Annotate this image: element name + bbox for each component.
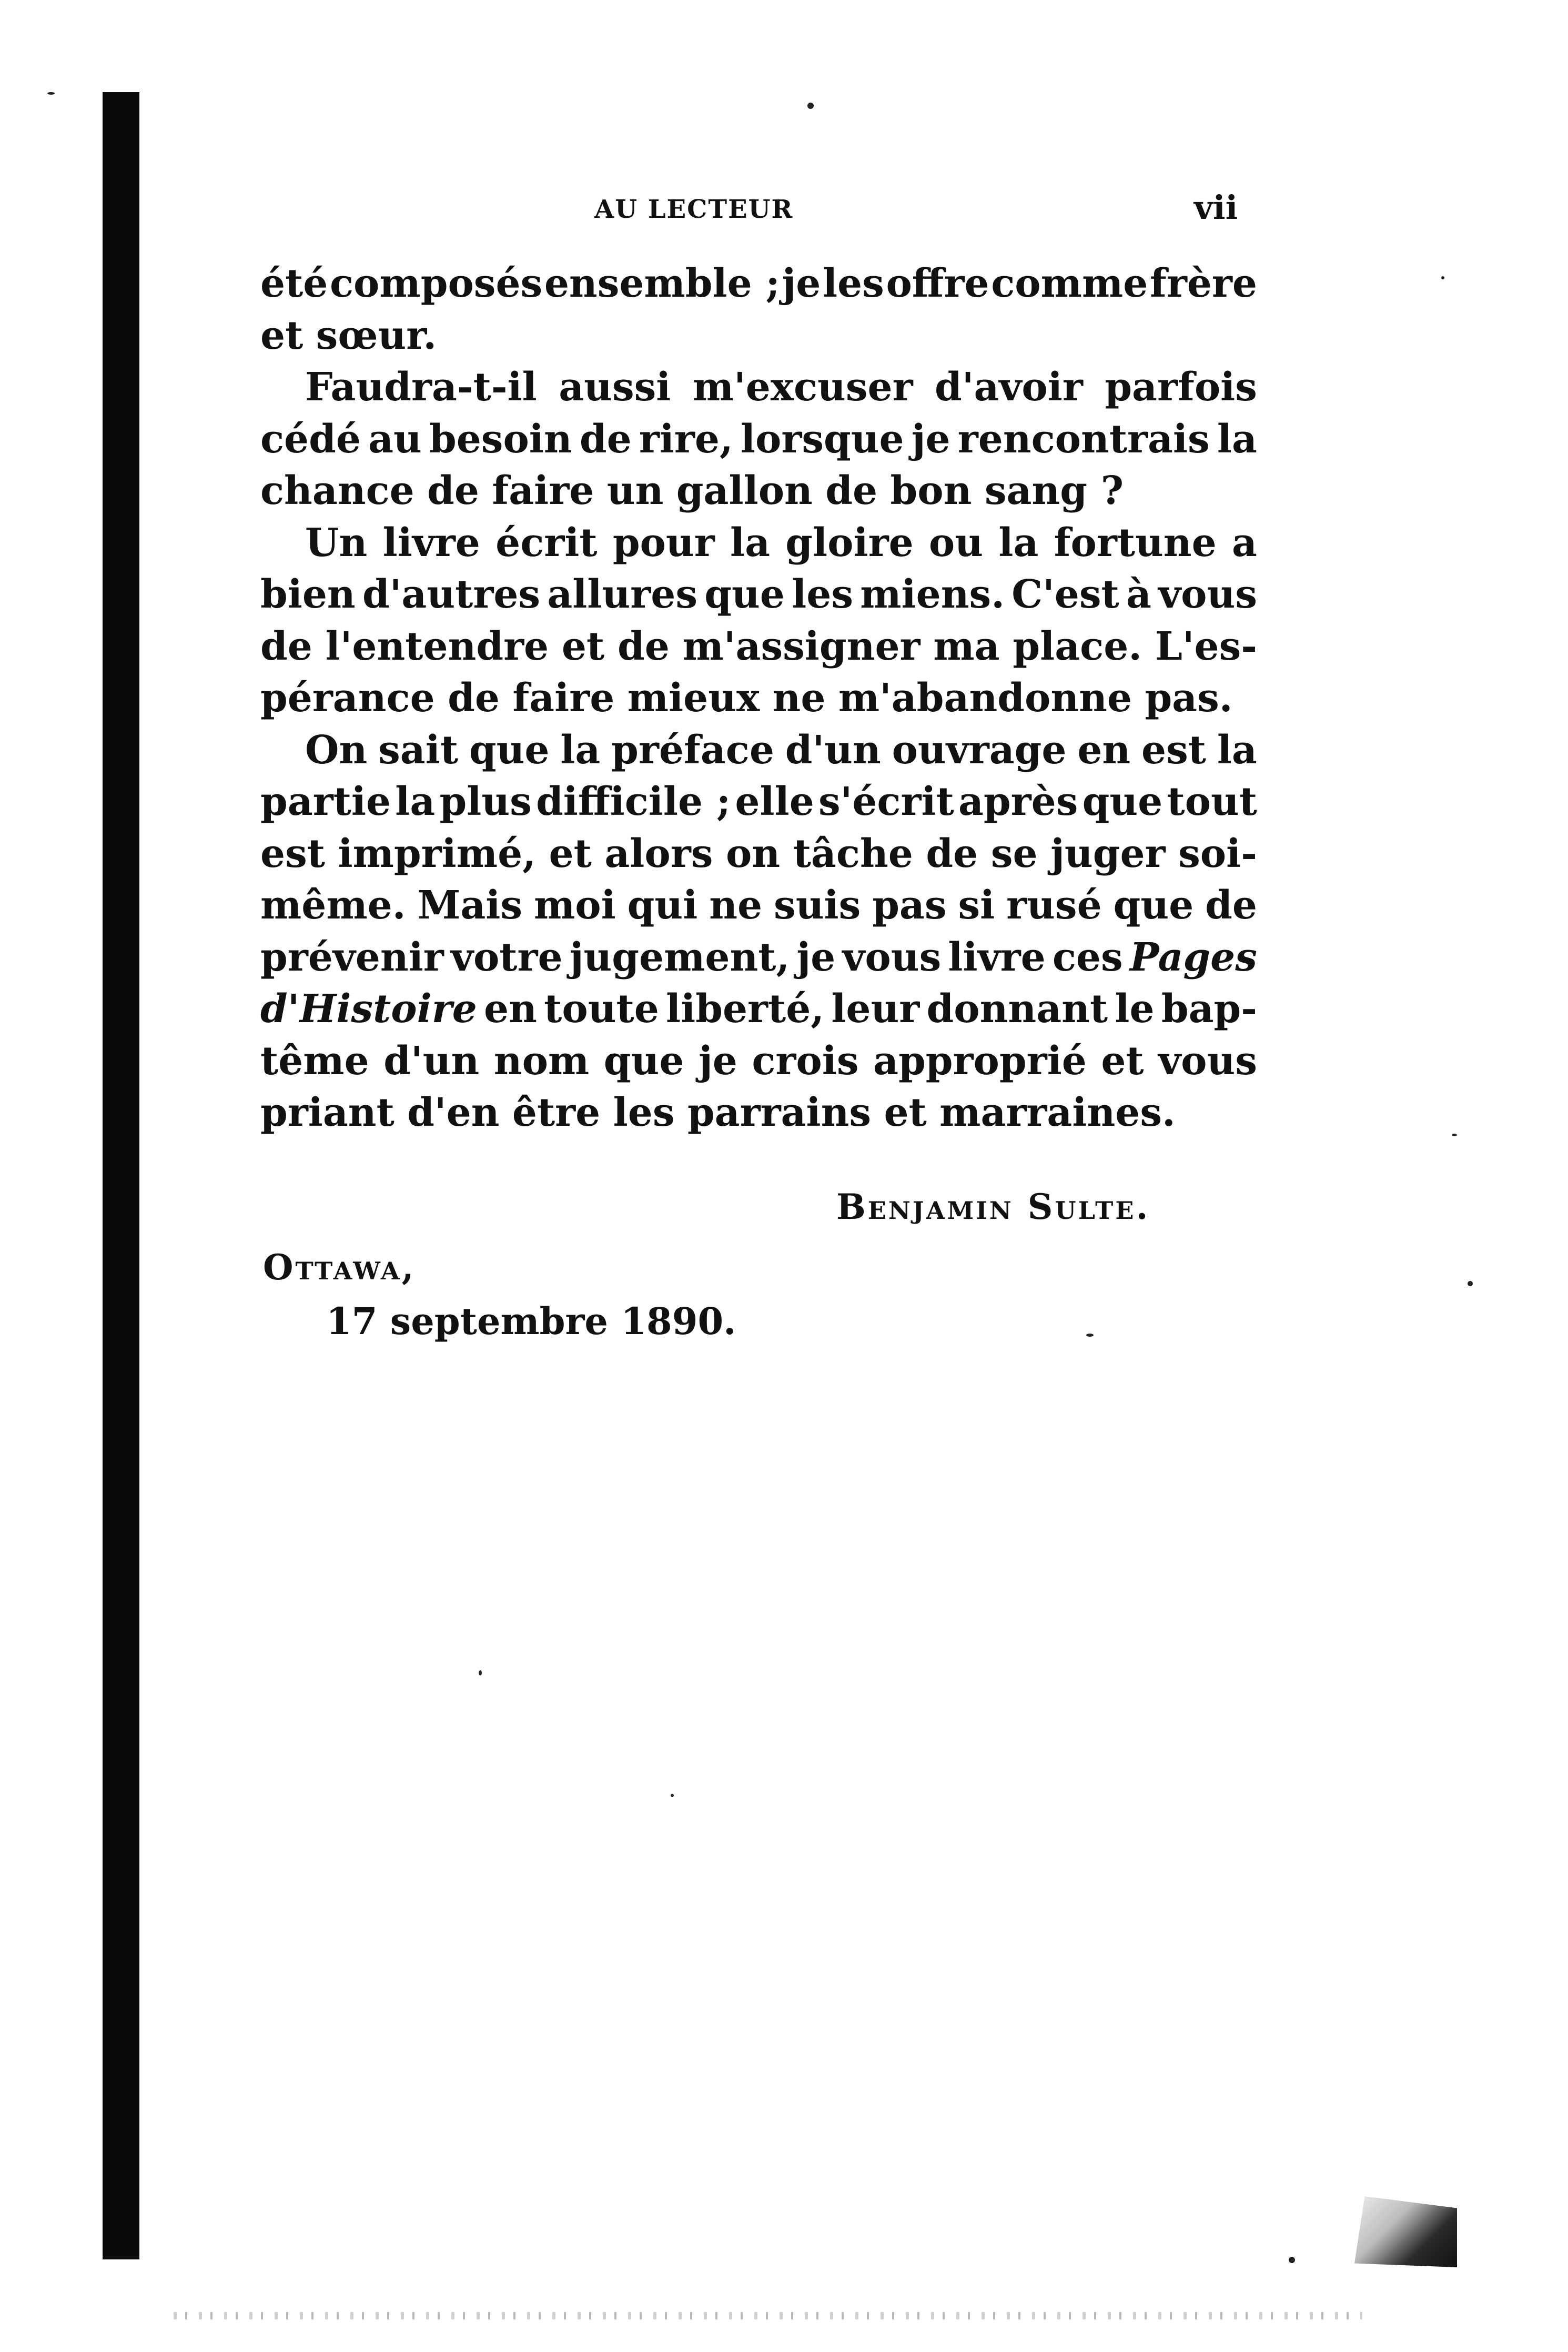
word: d'avoir bbox=[935, 365, 1083, 410]
word: gloire bbox=[785, 520, 914, 566]
word: d'un bbox=[785, 727, 881, 773]
word: lorsque bbox=[740, 416, 904, 462]
word: après bbox=[958, 779, 1078, 824]
word: L'es- bbox=[1155, 623, 1257, 669]
text-line bbox=[260, 465, 1257, 517]
word: est bbox=[260, 831, 325, 876]
word: est bbox=[1141, 727, 1206, 773]
word: ne bbox=[709, 883, 763, 928]
word: soi- bbox=[1178, 831, 1257, 876]
text-line bbox=[260, 413, 1257, 466]
word: vous bbox=[842, 934, 942, 980]
word: sang ? bbox=[984, 468, 1124, 513]
word: rusé bbox=[1006, 883, 1102, 928]
word: de bbox=[427, 468, 479, 513]
word: en bbox=[1077, 727, 1131, 773]
word: être bbox=[512, 1090, 601, 1135]
word: allures bbox=[547, 572, 698, 617]
corner-smudge bbox=[1354, 2188, 1457, 2267]
word: m'excuser bbox=[692, 365, 913, 410]
word: ne bbox=[772, 675, 826, 721]
word: je bbox=[796, 934, 836, 980]
word: que bbox=[1082, 779, 1163, 824]
text-line bbox=[260, 361, 1257, 413]
word: m'assigner bbox=[682, 623, 920, 669]
word: les bbox=[613, 1090, 675, 1135]
scan-speck bbox=[1452, 1134, 1457, 1136]
scan-speck bbox=[671, 1794, 674, 1797]
word: la bbox=[1217, 416, 1257, 462]
word: et bbox=[561, 623, 605, 669]
word: de bbox=[260, 623, 312, 669]
word: ou bbox=[928, 520, 984, 566]
word: donnant bbox=[926, 986, 1108, 1032]
word: que bbox=[1113, 883, 1194, 928]
text-line bbox=[260, 932, 1257, 984]
word: bap- bbox=[1161, 986, 1257, 1032]
word: votre bbox=[450, 934, 563, 980]
scan-speck bbox=[1086, 1334, 1094, 1337]
word: Pages bbox=[1129, 934, 1257, 980]
word: pérance bbox=[260, 675, 435, 721]
word: suis bbox=[774, 883, 861, 928]
word: miens. bbox=[860, 572, 1005, 617]
word: tâche bbox=[793, 831, 913, 876]
word: en bbox=[484, 986, 537, 1032]
word: je bbox=[698, 1038, 737, 1084]
word: imprimé, bbox=[338, 831, 536, 876]
word: difficile ; bbox=[536, 779, 731, 824]
text-line bbox=[260, 983, 1257, 1035]
word: d'en bbox=[407, 1090, 500, 1135]
word: besoin bbox=[429, 416, 572, 462]
word: parrains bbox=[687, 1090, 872, 1135]
word: que bbox=[469, 727, 550, 773]
word: ma bbox=[933, 623, 1000, 669]
word: sœur. bbox=[316, 312, 437, 358]
scan-speck bbox=[1441, 276, 1444, 279]
word: Mais bbox=[417, 883, 523, 928]
text-line bbox=[260, 258, 1257, 310]
word: fortune bbox=[1054, 520, 1217, 566]
text-line bbox=[260, 569, 1257, 621]
date-line: 17 septembre 1890. bbox=[326, 1299, 736, 1343]
word: comme bbox=[991, 261, 1148, 306]
text-line bbox=[260, 621, 1257, 673]
word: aussi bbox=[559, 365, 671, 410]
word: de bbox=[926, 831, 978, 876]
word: la bbox=[1217, 727, 1257, 773]
word: ouvrage bbox=[892, 727, 1067, 773]
scan-speck bbox=[807, 103, 814, 109]
word: je bbox=[782, 261, 821, 306]
word: alors bbox=[604, 831, 713, 876]
word: Faudra-t-il bbox=[305, 365, 537, 410]
word: d'Histoire bbox=[260, 986, 477, 1032]
word: moi bbox=[533, 883, 616, 928]
word: rencontrais bbox=[957, 416, 1210, 462]
word: écrit bbox=[495, 520, 598, 566]
word: mieux bbox=[627, 675, 760, 721]
word: gallon bbox=[676, 468, 813, 513]
word: de bbox=[1205, 883, 1257, 928]
word: la bbox=[560, 727, 601, 773]
word: crois bbox=[752, 1038, 859, 1084]
word: nom bbox=[493, 1038, 590, 1084]
word: a bbox=[1231, 520, 1257, 566]
text-line bbox=[260, 828, 1257, 880]
text-line bbox=[260, 1035, 1257, 1087]
word: au bbox=[368, 416, 422, 462]
word: priant bbox=[260, 1090, 394, 1135]
word: juger bbox=[1050, 831, 1166, 876]
word: de bbox=[825, 468, 878, 513]
scan-speck bbox=[1468, 1281, 1473, 1286]
text-line bbox=[260, 724, 1257, 776]
word: toute bbox=[544, 986, 659, 1032]
word: d'autres bbox=[362, 572, 541, 617]
word: plus bbox=[439, 779, 532, 824]
page-number: vii bbox=[1194, 188, 1238, 227]
word: liberté, bbox=[666, 986, 825, 1032]
word: à bbox=[1126, 572, 1151, 617]
text-line bbox=[260, 880, 1257, 932]
word: jugement, bbox=[569, 934, 790, 980]
word: pas. bbox=[1145, 675, 1233, 721]
word: si bbox=[958, 883, 995, 928]
word: les bbox=[822, 261, 884, 306]
word: C'est bbox=[1011, 572, 1119, 617]
word: livre bbox=[948, 934, 1046, 980]
scan-speck bbox=[1289, 2257, 1295, 2263]
word: partie bbox=[260, 779, 391, 824]
word: le bbox=[1115, 986, 1155, 1032]
word: parfois bbox=[1105, 365, 1257, 410]
word: ces bbox=[1052, 934, 1123, 980]
word: faire bbox=[512, 675, 615, 721]
scan-speck bbox=[479, 1670, 482, 1675]
word: approprié bbox=[873, 1038, 1087, 1084]
word: m'abandonne bbox=[838, 675, 1132, 721]
word: je bbox=[911, 416, 950, 462]
word: que bbox=[704, 572, 785, 617]
word: leur bbox=[831, 986, 920, 1032]
word: livre bbox=[382, 520, 480, 566]
word: la bbox=[998, 520, 1039, 566]
word: la bbox=[730, 520, 771, 566]
word: de bbox=[579, 416, 632, 462]
author-signature: Benjamin Sulte. bbox=[836, 1186, 1150, 1227]
word: cédé bbox=[260, 416, 361, 462]
word: la bbox=[395, 779, 436, 824]
text-line bbox=[260, 310, 1257, 362]
word: et bbox=[884, 1090, 927, 1135]
word: composés bbox=[329, 261, 543, 306]
word: préface bbox=[611, 727, 774, 773]
running-head: AU LECTEUR bbox=[594, 195, 794, 224]
word: vous bbox=[1158, 1038, 1257, 1084]
word: bien bbox=[260, 572, 356, 617]
scan-speck bbox=[47, 92, 55, 95]
word: et bbox=[260, 312, 304, 358]
word: tême bbox=[260, 1038, 369, 1084]
word: s'écrit bbox=[818, 779, 954, 824]
word: offre bbox=[886, 261, 989, 306]
word: qui bbox=[627, 883, 698, 928]
word: on bbox=[726, 831, 781, 876]
body-text bbox=[260, 258, 1257, 1139]
word: se bbox=[990, 831, 1038, 876]
word: rire, bbox=[639, 416, 733, 462]
text-line bbox=[260, 672, 1257, 724]
place-line: Ottawa, bbox=[263, 1247, 416, 1288]
word: faire bbox=[492, 468, 594, 513]
scan-noise bbox=[174, 2312, 1362, 2319]
word: l'entendre bbox=[325, 623, 549, 669]
word: marraines. bbox=[939, 1090, 1176, 1135]
word: les bbox=[792, 572, 853, 617]
word: de bbox=[448, 675, 500, 721]
word: pour bbox=[612, 520, 715, 566]
text-line bbox=[260, 517, 1257, 569]
word: place. bbox=[1013, 623, 1142, 669]
word: chance bbox=[260, 468, 414, 513]
word: bon bbox=[890, 468, 972, 513]
word: de bbox=[617, 623, 670, 669]
word: On bbox=[305, 727, 368, 773]
word: frère bbox=[1150, 261, 1257, 306]
word: et bbox=[1101, 1038, 1144, 1084]
text-line bbox=[260, 1087, 1257, 1139]
word: un bbox=[606, 468, 664, 513]
word: sait bbox=[378, 727, 458, 773]
binding-edge bbox=[103, 92, 139, 2259]
word: et bbox=[549, 831, 592, 876]
word: prévenir bbox=[260, 934, 444, 980]
word: Un bbox=[305, 520, 368, 566]
word: que bbox=[603, 1038, 684, 1084]
word: tout bbox=[1167, 779, 1257, 824]
word: elle bbox=[735, 779, 814, 824]
word: été bbox=[260, 261, 328, 306]
word: même. bbox=[260, 883, 406, 928]
word: pas bbox=[872, 883, 947, 928]
word: d'un bbox=[383, 1038, 480, 1084]
word: ensemble ; bbox=[544, 261, 780, 306]
text-line bbox=[260, 776, 1257, 828]
word: vous bbox=[1158, 572, 1257, 617]
